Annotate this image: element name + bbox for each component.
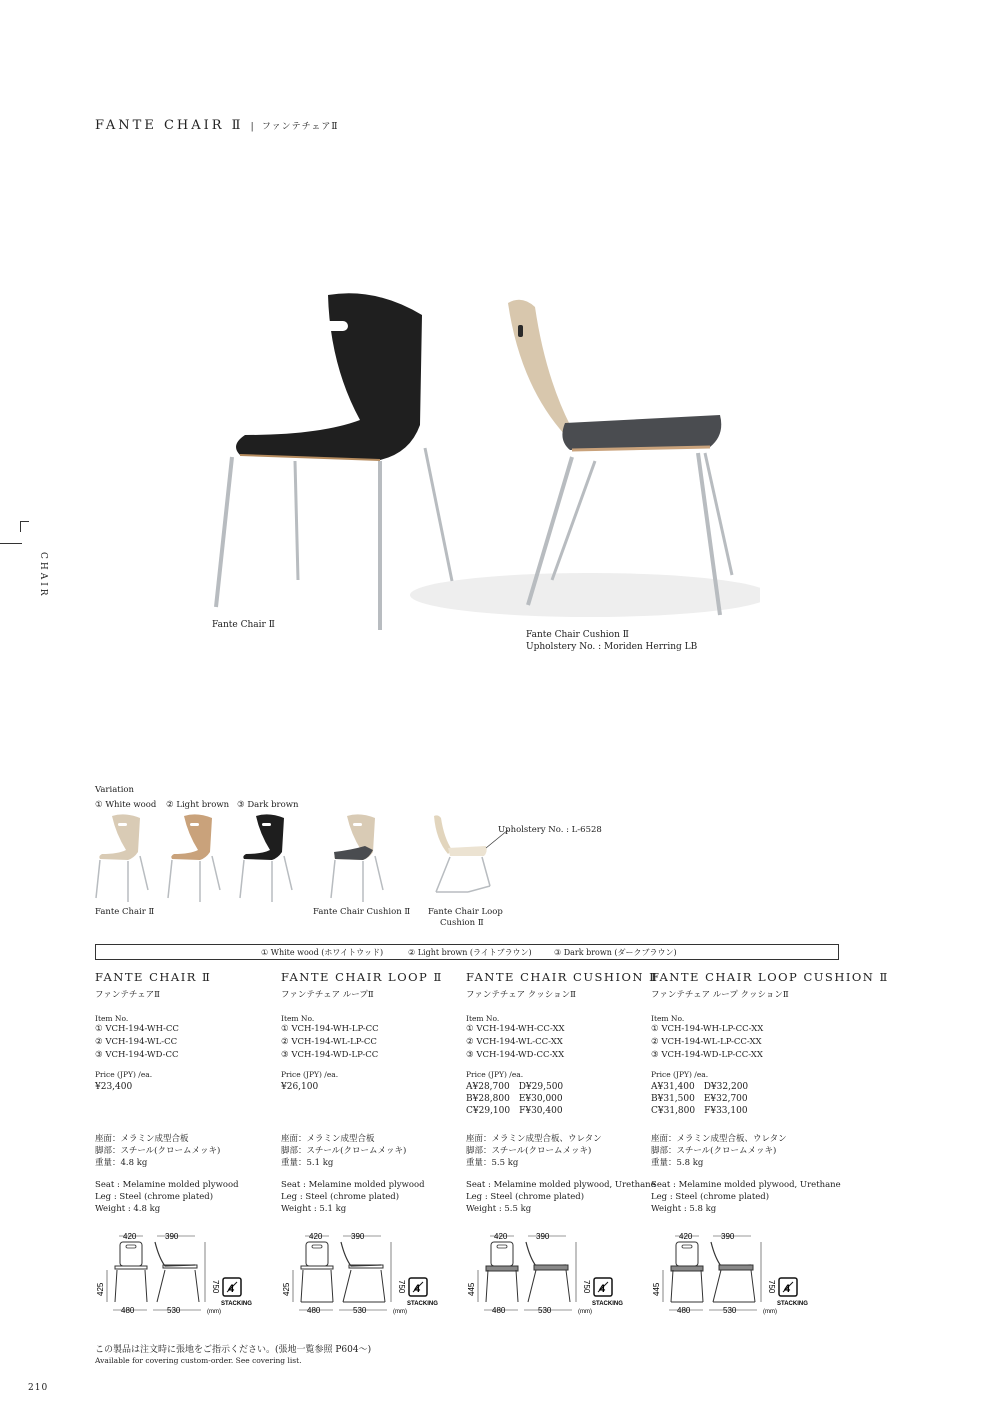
spec-jp: 座面：メラミン成型合板 — [281, 1134, 375, 1144]
dim-width-label: 420 — [679, 1232, 693, 1241]
dim-height-label: 750 — [767, 1280, 776, 1294]
item-no: ③ VCH-194-WD-LP-CC — [281, 1050, 379, 1060]
dark-chair-image — [216, 293, 452, 630]
dim-base-depth-label: 530 — [723, 1306, 737, 1315]
dim-width-label: 420 — [123, 1232, 137, 1241]
spec-en: Weight : 5.8 kg — [651, 1204, 717, 1214]
product-name-jp: ファンテチェア ループ クッションⅡ — [651, 990, 789, 1000]
stacking-label: STACKING — [221, 1301, 252, 1307]
dim-base-width-label: 480 — [121, 1306, 135, 1315]
price-label: Price (JPY) /ea. — [281, 1070, 339, 1079]
stacking-label: STACKING — [592, 1301, 623, 1307]
stacking-label: STACKING — [777, 1301, 808, 1307]
spec-jp: 脚部：スチール(クロームメッキ) — [95, 1146, 221, 1156]
hero-caption-left: Fante Chair Ⅱ — [212, 620, 275, 630]
variation-caption-loop: Fante Chair Loop — [428, 907, 503, 917]
dimension-drawing — [95, 1230, 275, 1320]
dim-depth-label: 390 — [351, 1232, 365, 1241]
stacking-number: 4 — [414, 1283, 421, 1295]
dim-unit-label: (mm) — [763, 1309, 777, 1315]
item-no: ③ VCH-194-WD-CC-XX — [466, 1050, 565, 1060]
spec-en: Weight : 5.5 kg — [466, 1204, 532, 1214]
spec-jp: 重量：5.1 kg — [281, 1158, 334, 1168]
item-no: ① VCH-194-WH-CC — [95, 1024, 179, 1034]
specs-fante-chair-cushion — [466, 1133, 656, 1215]
spec-jp: 座面：メラミン成型合板、ウレタン — [651, 1134, 787, 1144]
spec-en: Leg : Steel (chrome plated) — [651, 1192, 770, 1202]
product-name-jp: ファンテチェアⅡ — [95, 990, 160, 1000]
variation-upholstery-note: Upholstery No. : L-6528 — [498, 825, 602, 835]
price: ¥23,400 — [95, 1082, 133, 1092]
spec-en: Seat : Melamine molded plywood, Urethane — [466, 1180, 656, 1190]
spec-jp: 座面：メラミン成型合板 — [95, 1134, 189, 1144]
dim-depth-label: 390 — [721, 1232, 735, 1241]
spec-en: Leg : Steel (chrome plated) — [466, 1192, 585, 1202]
product-name: FANTE CHAIR Ⅱ — [95, 970, 212, 984]
spec-en: Leg : Steel (chrome plated) — [281, 1192, 400, 1202]
price: B¥28,800 E¥30,000 — [466, 1094, 563, 1104]
thumb-light-brown — [168, 814, 220, 902]
price: B¥31,500 E¥32,700 — [651, 1094, 748, 1104]
dim-height-label: 750 — [211, 1280, 220, 1294]
hero-photo — [200, 285, 760, 645]
specs-fante-chair-loop — [281, 1133, 461, 1215]
spec-en: Seat : Melamine molded plywood — [281, 1180, 425, 1190]
price: A¥28,700 D¥29,500 — [466, 1082, 564, 1092]
product-fante-chair — [95, 970, 275, 1093]
item-label: Item No. — [651, 1014, 685, 1023]
legend-white-wood: ① White wood (ホワイトウッド) — [261, 948, 384, 957]
product-name-jp: ファンテチェア クッションⅡ — [466, 990, 576, 1000]
item-no: ① VCH-194-WH-LP-CC — [281, 1024, 379, 1034]
dim-seat-height-label: 425 — [282, 1282, 291, 1296]
dim-base-depth-label: 530 — [538, 1306, 552, 1315]
dim-seat-height-label: 425 — [96, 1282, 105, 1296]
stacking-label: STACKING — [407, 1301, 438, 1307]
spec-jp: 脚部：スチール(クロームメッキ) — [651, 1146, 777, 1156]
page-number: 210 — [28, 1383, 49, 1393]
item-no: ② VCH-194-WL-CC-XX — [466, 1037, 563, 1047]
dim-base-width-label: 480 — [677, 1306, 691, 1315]
dimension-drawing — [466, 1230, 646, 1320]
item-no: ② VCH-194-WL-LP-CC-XX — [651, 1037, 762, 1047]
variation-caption-cushion: Fante Chair Cushion Ⅱ — [313, 907, 411, 917]
hero-caption-upholstery: Upholstery No. : Moriden Herring LB — [526, 642, 698, 652]
product-name: FANTE CHAIR CUSHION Ⅱ — [466, 970, 659, 984]
product-name: FANTE CHAIR LOOP CUSHION Ⅱ — [651, 970, 889, 984]
specs-fante-chair-loop-cushion — [651, 1133, 841, 1215]
item-label: Item No. — [95, 1014, 129, 1023]
dim-width-label: 420 — [309, 1232, 323, 1241]
side-tab-label: CHAIR — [38, 552, 48, 599]
stacking-number: 4 — [784, 1283, 791, 1295]
spec-en: Weight : 4.8 kg — [95, 1204, 161, 1214]
variation-heading: Variation — [95, 785, 135, 795]
price: ¥26,100 — [281, 1082, 319, 1092]
spec-en: Leg : Steel (chrome plated) — [95, 1192, 214, 1202]
price-label: Price (JPY) /ea. — [466, 1070, 524, 1079]
dim-width-label: 420 — [494, 1232, 508, 1241]
side-tab-rule — [0, 543, 22, 544]
dim-unit-label: (mm) — [393, 1309, 407, 1315]
spec-jp: 座面：メラミン成型合板、ウレタン — [466, 1134, 602, 1144]
legend-light-brown: ② Light brown (ライトブラウン) — [408, 948, 532, 957]
dimension-drawing — [651, 1230, 831, 1320]
dim-unit-label: (mm) — [578, 1309, 592, 1315]
item-no: ③ VCH-194-WD-LP-CC-XX — [651, 1050, 763, 1060]
item-label: Item No. — [281, 1014, 315, 1023]
product-fante-chair-loop-cushion — [651, 970, 889, 1117]
spec-jp: 重量：5.8 kg — [651, 1158, 704, 1168]
stacking-number: 4 — [599, 1283, 606, 1295]
title-en: FANTE CHAIR Ⅱ — [95, 118, 244, 133]
chair-icon — [20, 521, 29, 532]
product-name: FANTE CHAIR LOOP Ⅱ — [281, 970, 443, 984]
dim-base-width-label: 480 — [307, 1306, 321, 1315]
dim-base-depth-label: 530 — [167, 1306, 181, 1315]
item-no: ② VCH-194-WL-CC — [95, 1037, 178, 1047]
title-separator: | — [250, 122, 255, 132]
variation-option-2: ② Light brown — [166, 800, 230, 810]
title-jp: ファンテチェアⅡ — [261, 122, 339, 132]
price: C¥29,100 F¥30,400 — [466, 1106, 563, 1116]
thumb-cushion — [331, 814, 383, 902]
price: A¥31,400 D¥32,200 — [651, 1082, 749, 1092]
variation-caption-chair: Fante Chair Ⅱ — [95, 907, 155, 917]
item-no: ② VCH-194-WL-LP-CC — [281, 1037, 377, 1047]
footer-note-en: Available for covering custom-order. See covering list. — [95, 1356, 302, 1365]
dim-depth-label: 390 — [165, 1232, 179, 1241]
dim-depth-label: 390 — [536, 1232, 550, 1241]
stacking-number: 4 — [228, 1283, 235, 1295]
color-legend — [95, 944, 839, 960]
footer-note-jp: この製品は注文時に張地をご指示ください。(張地一覧参照 P604～) — [95, 1345, 372, 1355]
dim-seat-height-label: 445 — [652, 1282, 661, 1296]
item-no: ① VCH-194-WH-LP-CC-XX — [651, 1024, 764, 1034]
product-fante-chair-cushion — [466, 970, 659, 1117]
spec-jp: 重量：5.5 kg — [466, 1158, 519, 1168]
dimension-drawing — [281, 1230, 461, 1320]
item-no: ③ VCH-194-WD-CC — [95, 1050, 179, 1060]
item-label: Item No. — [466, 1014, 500, 1023]
product-fante-chair-loop — [281, 970, 461, 1093]
price-label: Price (JPY) /ea. — [95, 1070, 153, 1079]
dim-base-depth-label: 530 — [353, 1306, 367, 1315]
price: C¥31,800 F¥33,100 — [651, 1106, 748, 1116]
item-no: ① VCH-194-WH-CC-XX — [466, 1024, 565, 1034]
thumb-loop-cushion — [434, 815, 508, 892]
dim-unit-label: (mm) — [207, 1309, 221, 1315]
variation-option-1: ① White wood — [95, 800, 157, 810]
page-title — [95, 118, 339, 133]
spec-en: Weight : 5.1 kg — [281, 1204, 347, 1214]
specs-fante-chair — [95, 1133, 275, 1215]
variation-option-3: ③ Dark brown — [237, 800, 299, 810]
spec-en: Seat : Melamine molded plywood, Urethane — [651, 1180, 841, 1190]
dim-seat-height-label: 445 — [467, 1282, 476, 1296]
price-label: Price (JPY) /ea. — [651, 1070, 709, 1079]
cushion-chair-image — [508, 300, 732, 615]
spec-jp: 重量：4.8 kg — [95, 1158, 148, 1168]
hero-caption-right: Fante Chair Cushion Ⅱ — [526, 630, 629, 640]
thumb-white-wood — [96, 814, 148, 902]
variation-caption-loop-2: Cushion Ⅱ — [440, 918, 484, 928]
spec-en: Seat : Melamine molded plywood — [95, 1180, 239, 1190]
legend-dark-brown: ③ Dark brown (ダークブラウン) — [554, 948, 677, 957]
variation-thumbnails — [90, 812, 510, 907]
spec-jp: 脚部：スチール(クロームメッキ) — [281, 1146, 407, 1156]
dim-base-width-label: 480 — [492, 1306, 506, 1315]
spec-jp: 脚部：スチール(クロームメッキ) — [466, 1146, 592, 1156]
dim-height-label: 750 — [582, 1280, 591, 1294]
dim-height-label: 750 — [397, 1280, 406, 1294]
product-name-jp: ファンテチェア ループⅡ — [281, 990, 374, 1000]
thumb-dark-brown — [240, 814, 292, 902]
